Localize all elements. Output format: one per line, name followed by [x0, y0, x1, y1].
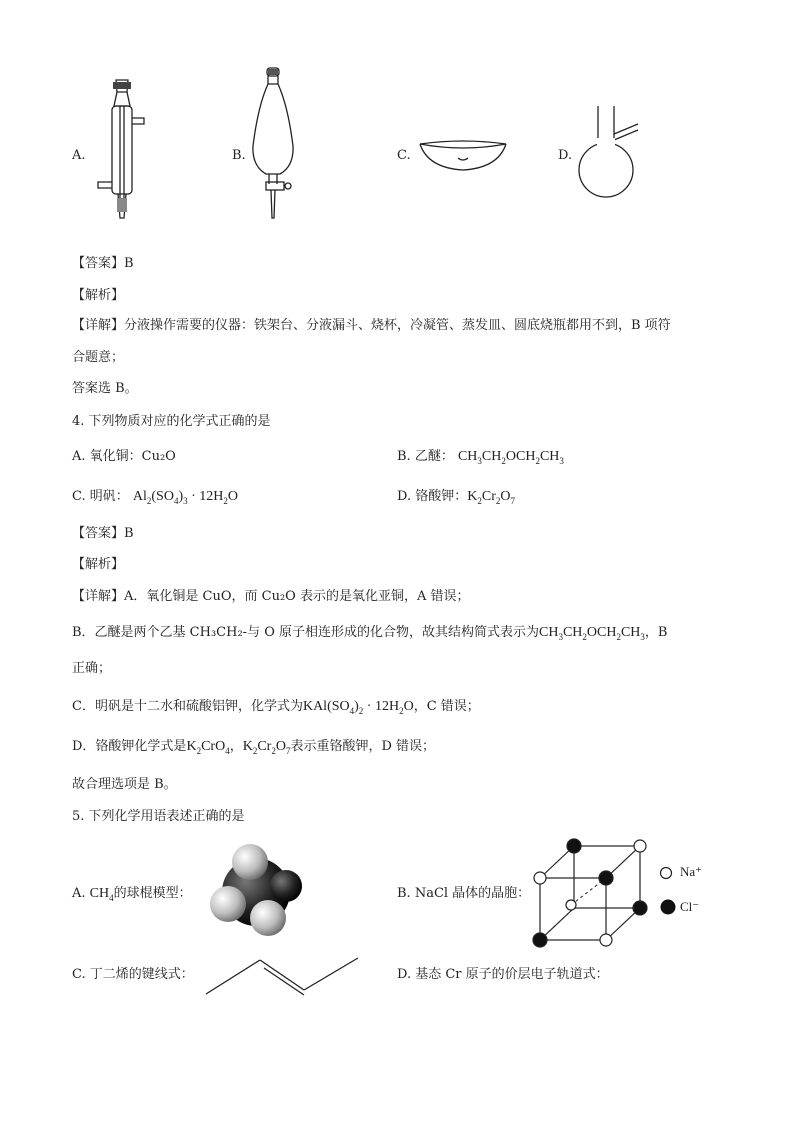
- q4-detail-b-formula: $CH_3CH_2OCH_2CH_3$: [539, 625, 645, 642]
- round-bottom-flask-icon: [576, 104, 646, 200]
- q3-option-b-letter: B.: [232, 148, 246, 163]
- q4-detail-b-post: ，B: [644, 625, 668, 640]
- q4-option-a-formula: Cu₂O: [141, 449, 176, 464]
- na-ion-legend-icon: [659, 866, 673, 880]
- q4-detail-c-pre: C．明矾是十二水和硫酸铝钾，化学式为: [72, 699, 303, 714]
- q4-option-a: [72, 448, 176, 466]
- q4-detail-d-post: 表示重铬酸钾，D 错误；: [290, 739, 436, 754]
- q4-option-b-label: B. 乙醚：: [397, 449, 454, 464]
- q5-option-d: D. 基态 Cr 原子的价层电子轨道式：: [397, 967, 609, 982]
- q3-option-d-letter: D.: [558, 148, 573, 163]
- cl-ion-legend-label: Cl⁻: [680, 899, 700, 914]
- q3-answer: 【答案】B: [72, 256, 134, 271]
- methane-ball-stick-model-icon: [206, 842, 306, 942]
- q4-detail-d-pre: D．铬酸钾化学式是: [72, 739, 187, 754]
- nacl-unit-cell-icon: [526, 834, 656, 952]
- q4-answer: 【答案】B: [72, 526, 134, 541]
- q4-option-a-label: A. 氧化铜：: [72, 449, 142, 464]
- q4-detail-c-post: ，C 错误；: [413, 699, 480, 714]
- q5-stem: 5. 下列化学用语表述正确的是: [72, 809, 245, 824]
- q5-option-b: B. NaCl 晶体的晶胞：: [397, 886, 531, 901]
- q5-option-a-pre: A.: [72, 886, 86, 901]
- separatory-funnel-icon: [248, 66, 298, 222]
- q4-detail-c-formula: $KAl(SO_4)_2 \cdot 12H_2O$: [302, 699, 414, 716]
- q4-analysis-heading: 【解析】: [72, 557, 125, 572]
- evaporating-dish-icon: [418, 138, 508, 174]
- q4-option-d-label: D. 铬酸钾：: [397, 489, 468, 504]
- q4-stem: 4. 下列物质对应的化学式正确的是: [72, 414, 271, 429]
- cl-ion-legend-icon: [659, 898, 677, 916]
- q4-detail-b-pre: B．乙醚是两个乙基 CH₃CH₂-与 O 原子相连形成的化合物，故其结构简式表示为: [72, 625, 539, 640]
- q3-conclusion: 答案选 B。: [72, 381, 138, 396]
- q4-detail-d-mid: ，: [229, 739, 243, 754]
- q4-option-d: [397, 488, 515, 510]
- q4-detail-d-formula2: $K_2Cr_2O_7$: [242, 739, 291, 756]
- q4-option-c: [72, 488, 238, 510]
- q4-option-b: [397, 448, 564, 470]
- q3-detail-line1: 【详解】分液操作需要的仪器：铁架台、分液漏斗、烧杯，冷凝管、蒸发皿、圆底烧瓶都用不到，B 项符: [72, 318, 671, 333]
- q5-option-a-formula: $CH_4$: [89, 886, 114, 903]
- q4-detail-d: [72, 738, 435, 760]
- q5-option-c: C. 丁二烯的键线式：: [72, 967, 194, 982]
- q4-detail-d-formula1: $K_2CrO_4$: [186, 739, 230, 756]
- q4-conclusion: 故合理选项是 B。: [72, 777, 177, 792]
- q4-detail-c: [72, 698, 480, 720]
- q3-analysis-heading: 【解析】: [72, 288, 125, 303]
- q3-option-a-letter: A.: [72, 148, 86, 163]
- q4-detail-b-line2: 正确；: [72, 661, 112, 676]
- condenser-icon: [92, 78, 152, 228]
- q4-detail-a: 【详解】A．氧化铜是 CuO，而 Cu₂O 表示的是氧化亚铜，A 错误；: [72, 589, 470, 604]
- q4-option-c-label: C. 明矾：: [72, 489, 129, 504]
- butadiene-skeletal-formula-icon: [204, 954, 360, 998]
- q5-option-a: [72, 885, 192, 907]
- q4-option-c-formula: $Al_2(SO_4)_3 \cdot 12H_2O$: [132, 489, 239, 506]
- na-ion-legend-label: Na⁺: [680, 864, 703, 879]
- q4-detail-b: [72, 624, 667, 646]
- q4-option-d-formula: $K_2Cr_2O_7$: [467, 489, 515, 506]
- q3-detail-line2: 合题意；: [72, 350, 125, 365]
- q3-option-c-letter: C.: [397, 148, 411, 163]
- q4-option-b-formula: $CH_3CH_2OCH_2CH_3$: [457, 449, 564, 466]
- q5-option-a-post: 的球棍模型：: [113, 886, 192, 901]
